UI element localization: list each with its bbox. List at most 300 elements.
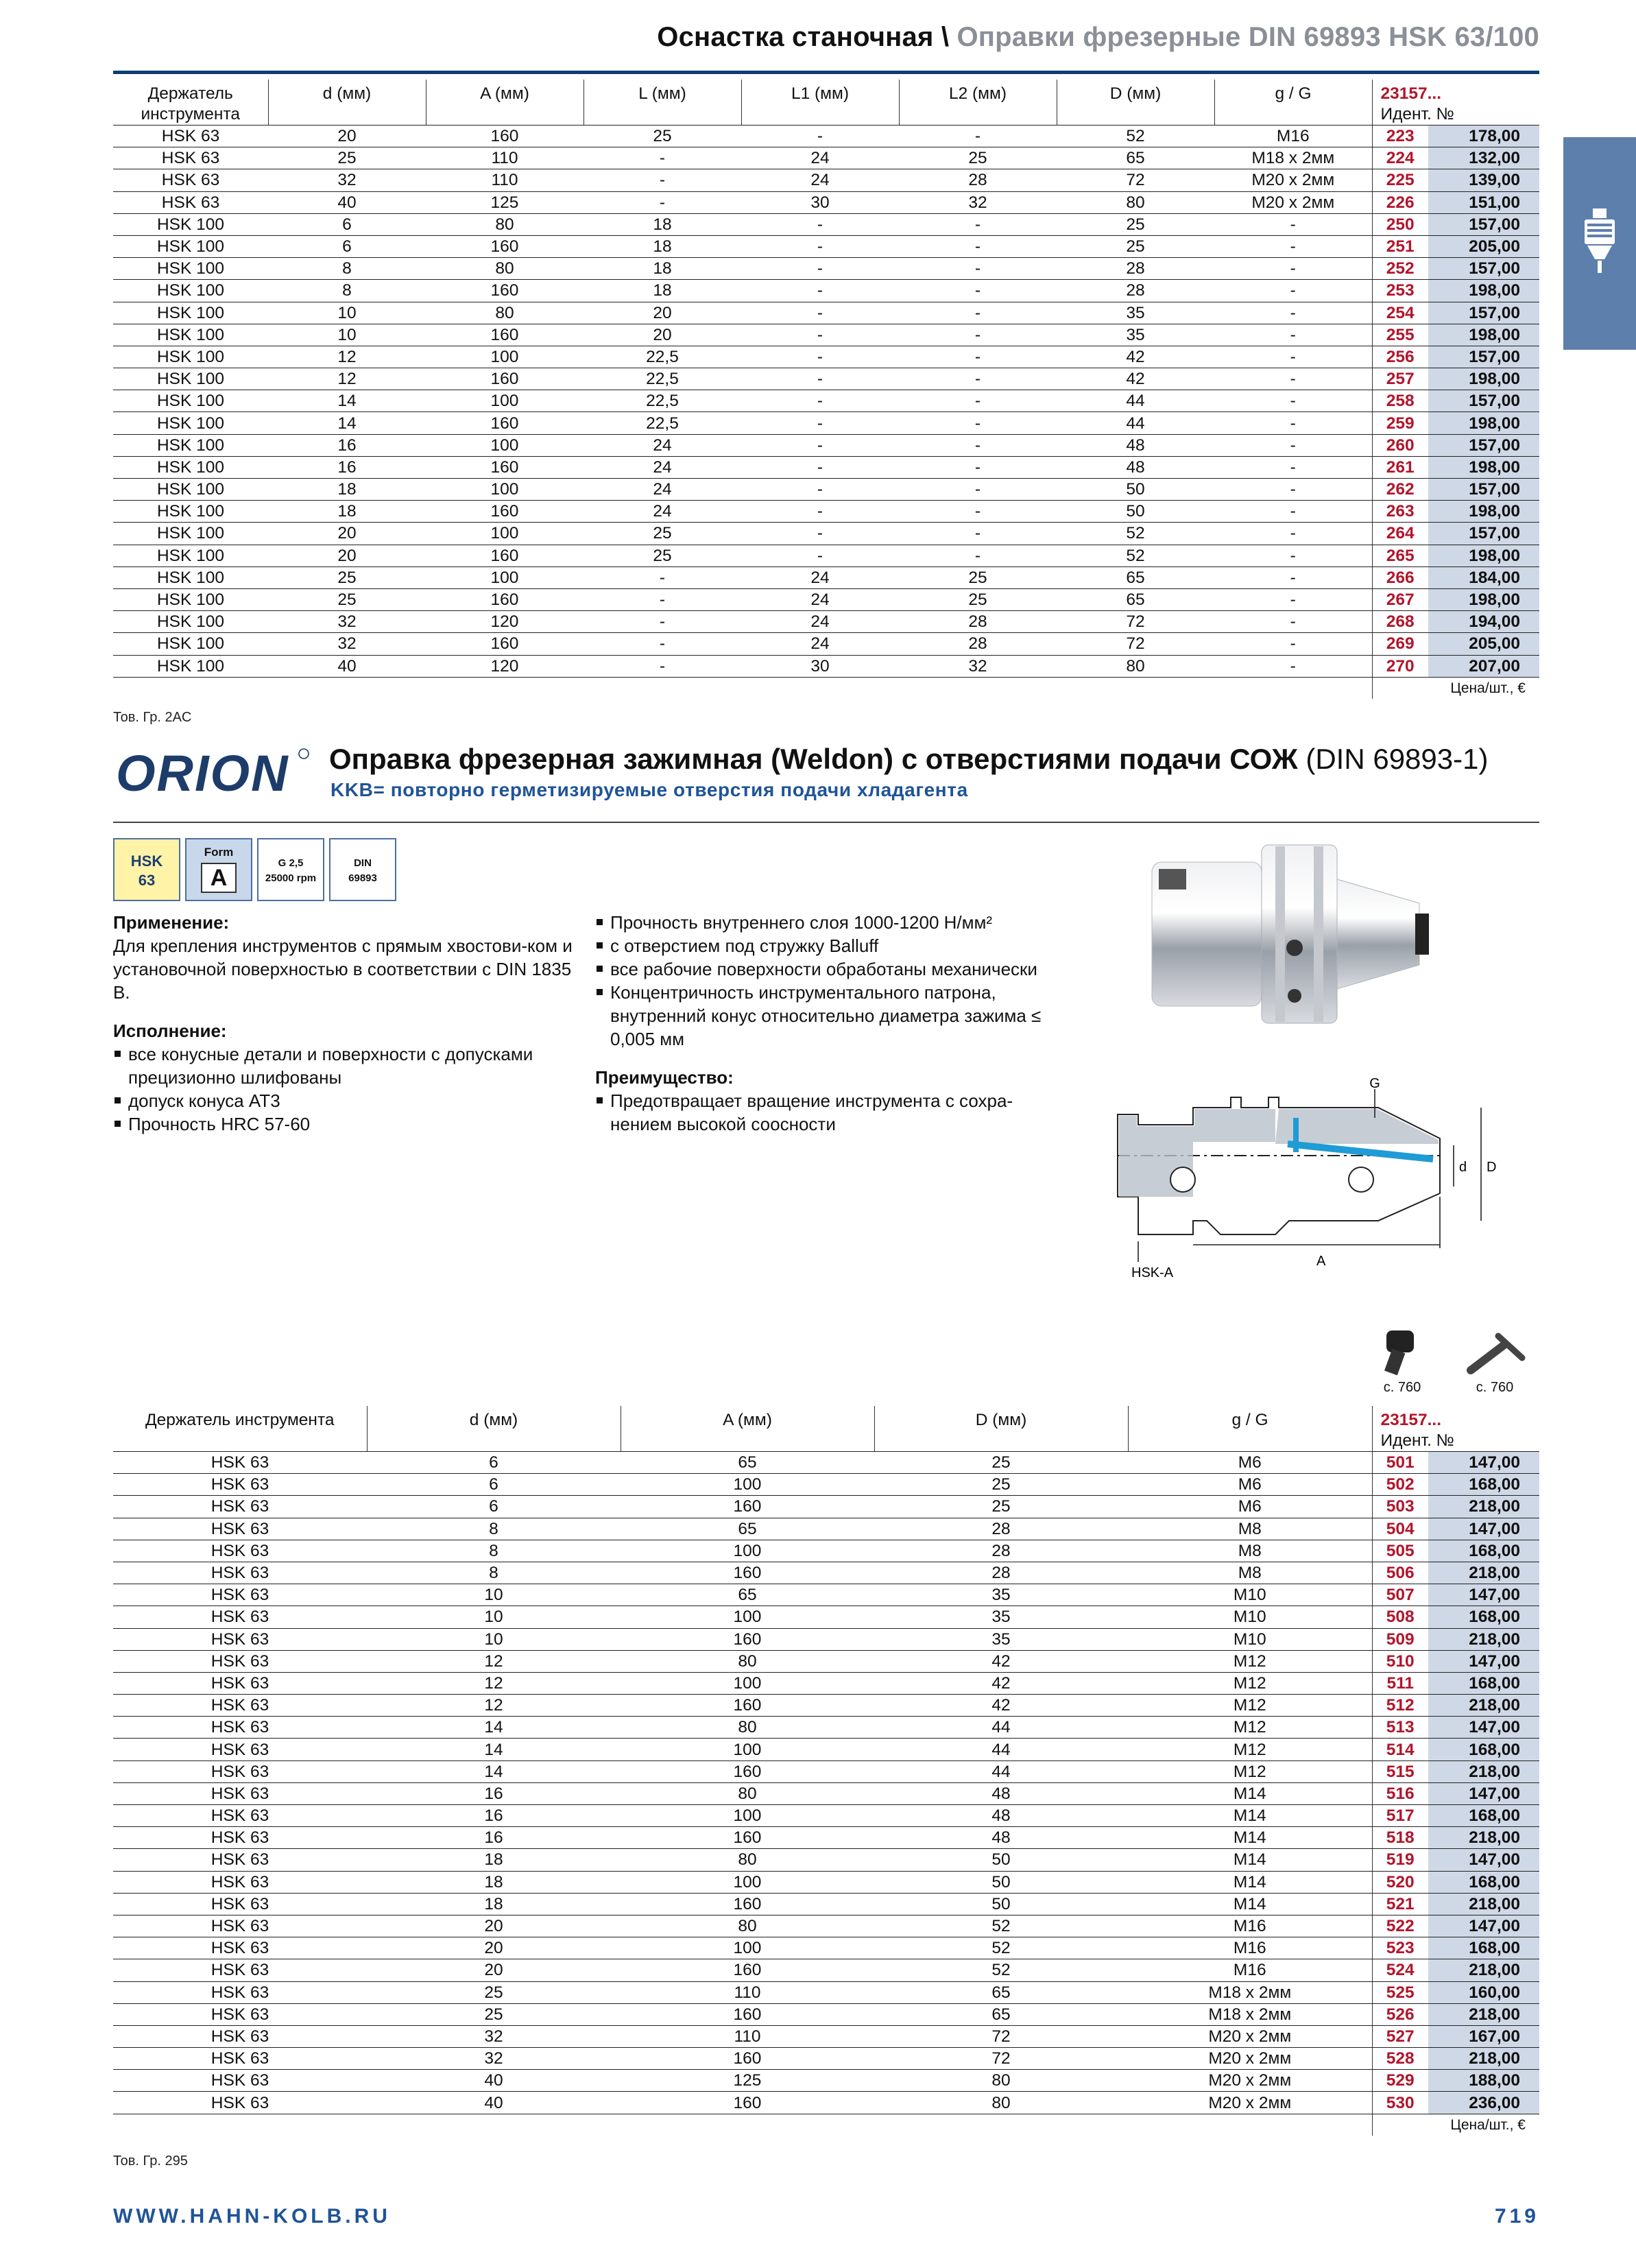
ident-number: 501: [1372, 1452, 1428, 1474]
table-cell: 48: [874, 1827, 1128, 1849]
advantage-list: [595, 1089, 1048, 1136]
table-cell: HSK 63: [113, 1981, 367, 2003]
table-cell: 25: [1057, 235, 1214, 257]
table-cell: M18 x 2мм: [1128, 2003, 1372, 2025]
ident-number: 520: [1372, 1871, 1428, 1893]
table-cell: -: [1214, 324, 1372, 346]
price-cell: 157,00: [1428, 479, 1539, 501]
ident-number: 262: [1372, 479, 1428, 501]
table-cell: 25: [899, 147, 1057, 169]
table-row: [113, 479, 1539, 501]
price-cell: 167,00: [1428, 2025, 1539, 2047]
table-row: [113, 1628, 1539, 1650]
table-cell: 80: [426, 213, 584, 235]
table-cell: 80: [621, 1915, 874, 1937]
table-cell: HSK 100: [113, 280, 268, 302]
table-cell: 25: [268, 566, 426, 588]
table-cell: 35: [874, 1606, 1128, 1628]
col2-header-a: A (мм): [621, 1406, 874, 1452]
table-cell: 48: [1057, 434, 1214, 456]
price-cell: 168,00: [1428, 1871, 1539, 1893]
table-cell: 120: [426, 611, 584, 633]
table-cell: -: [1214, 523, 1372, 545]
table-cell: 160: [621, 1628, 874, 1650]
table-row: [113, 1827, 1539, 1849]
product-title-text: Оправка фрезерная зажимная (Weldon) с отверстиями подачи СОЖ: [329, 743, 1298, 775]
ident-number: 252: [1372, 258, 1428, 280]
table-cell: M20 x 2мм: [1128, 2092, 1372, 2114]
price-cell: 151,00: [1428, 191, 1539, 213]
ident-number: 515: [1372, 1760, 1428, 1782]
table-cell: 28: [1057, 280, 1214, 302]
table-cell: 65: [874, 2003, 1128, 2025]
col-header-l2: L2 (мм): [899, 80, 1057, 126]
table-cell: 80: [874, 2092, 1128, 2114]
table-cell: 18: [584, 258, 741, 280]
table-cell: 35: [1057, 302, 1214, 324]
table-cell: HSK 100: [113, 479, 268, 501]
table-row: [113, 2003, 1539, 2025]
table-cell: -: [1214, 633, 1372, 655]
table-row: [113, 1959, 1539, 1981]
table-cell: 100: [621, 1672, 874, 1694]
table-cell: 14: [367, 1739, 621, 1760]
table-cell: M10: [1128, 1628, 1372, 1650]
table-cell: 10: [367, 1606, 621, 1628]
table-cell: -: [584, 147, 741, 169]
table-cell: 48: [874, 1805, 1128, 1827]
price-cell: 147,00: [1428, 1452, 1539, 1474]
table-row: [113, 2025, 1539, 2047]
table-cell: -: [1214, 258, 1372, 280]
table-cell: 25: [367, 2003, 621, 2025]
header-separator: \: [941, 22, 950, 52]
table-cell: -: [899, 479, 1057, 501]
table-cell: 14: [367, 1717, 621, 1739]
price-cell: 218,00: [1428, 1695, 1539, 1717]
col2-header-d: d (мм): [367, 1406, 621, 1452]
table-cell: 50: [874, 1893, 1128, 1915]
table-cell: 22,5: [584, 412, 741, 434]
screw-icon[interactable]: [1371, 1324, 1433, 1378]
table-cell: 110: [621, 1981, 874, 2003]
ident-number: 513: [1372, 1717, 1428, 1739]
ident-number: 255: [1372, 324, 1428, 346]
table-cell: 12: [268, 346, 426, 368]
table-cell: 25: [268, 147, 426, 169]
price-cell: 205,00: [1428, 633, 1539, 655]
table-cell: -: [1214, 611, 1372, 633]
table-cell: 24: [741, 633, 899, 655]
list-item: Прочность внутреннего слоя 1000-1200 Н/мм²: [595, 911, 1048, 934]
table-cell: 10: [268, 302, 426, 324]
table-cell: -: [1214, 456, 1372, 478]
table-cell: 25: [584, 523, 741, 545]
table-cell: 25: [874, 1496, 1128, 1518]
table-cell: 40: [367, 2070, 621, 2092]
price-cell: 147,00: [1428, 1915, 1539, 1937]
badge-balance-grade: G 2,5: [278, 857, 304, 869]
table-cell: HSK 100: [113, 566, 268, 588]
table-cell: 25: [268, 588, 426, 610]
table-cell: HSK 63: [113, 1871, 367, 1893]
table-cell: HSK 100: [113, 258, 268, 280]
price2-footer: Цена/шт., €: [1372, 2114, 1539, 2136]
ident-number: 510: [1372, 1650, 1428, 1672]
ident-number: 526: [1372, 2003, 1428, 2025]
ident-number: 503: [1372, 1496, 1428, 1518]
table-cell: -: [899, 368, 1057, 390]
table-row: [113, 1871, 1539, 1893]
table-cell: HSK 100: [113, 456, 268, 478]
table-cell: 80: [874, 2070, 1128, 2092]
table-cell: -: [741, 258, 899, 280]
table-cell: 24: [584, 456, 741, 478]
table-cell: -: [1214, 545, 1372, 566]
col2-header-thread: g / G: [1128, 1406, 1372, 1452]
table-cell: M16: [1128, 1959, 1372, 1981]
price-cell: 198,00: [1428, 324, 1539, 346]
id2-prefix: 23157...: [1380, 1411, 1442, 1429]
table-cell: 25: [584, 545, 741, 566]
table-cell: 30: [741, 655, 899, 677]
list-item: Предотвращает вращение инструмента с сохра-нением высокой соосности: [595, 1089, 1048, 1136]
advantage-heading: Преимущество:: [595, 1067, 734, 1088]
table-cell: -: [741, 545, 899, 566]
table-cell: HSK 63: [113, 1606, 367, 1628]
table-cell: 80: [1057, 191, 1214, 213]
table-cell: 65: [1057, 147, 1214, 169]
table-cell: HSK 100: [113, 324, 268, 346]
table-cell: HSK 63: [113, 1672, 367, 1694]
table-cell: 24: [741, 566, 899, 588]
table-cell: 72: [874, 2048, 1128, 2070]
table-cell: 35: [1057, 324, 1214, 346]
ident-number: 224: [1372, 147, 1428, 169]
table-cell: 48: [1057, 456, 1214, 478]
ident-number: 512: [1372, 1695, 1428, 1717]
price-cell: 147,00: [1428, 1849, 1539, 1871]
table-cell: M18 x 2мм: [1214, 147, 1372, 169]
price-cell: 236,00: [1428, 2092, 1539, 2114]
table-cell: 25: [584, 126, 741, 147]
table-cell: 125: [426, 191, 584, 213]
table-cell: 52: [1057, 126, 1214, 147]
table-cell: HSK 63: [113, 1650, 367, 1672]
product-standard: (DIN 69893-1): [1306, 743, 1489, 775]
table-cell: -: [1214, 280, 1372, 302]
table-cell: M12: [1128, 1717, 1372, 1739]
table-row: [113, 1937, 1539, 1959]
price-cell: 218,00: [1428, 1628, 1539, 1650]
price-cell: 218,00: [1428, 1827, 1539, 1849]
table-cell: 160: [621, 1496, 874, 1518]
ident-number: 529: [1372, 2070, 1428, 2092]
table-cell: HSK 63: [113, 1562, 367, 1584]
ident-number: 519: [1372, 1849, 1428, 1871]
badge-hsk: [113, 838, 180, 901]
table-cell: -: [899, 126, 1057, 147]
table-cell: 28: [899, 611, 1057, 633]
table-row: [113, 1650, 1539, 1672]
table-cell: M14: [1128, 1871, 1372, 1893]
table-cell: 80: [621, 1650, 874, 1672]
table-cell: M16: [1128, 1937, 1372, 1959]
table-cell: 22,5: [584, 368, 741, 390]
header-subtitle: Оправки фрезерные DIN 69893 HSK 63/100: [957, 22, 1539, 52]
ident-number: 508: [1372, 1606, 1428, 1628]
table-row: [113, 566, 1539, 588]
ident-number: 502: [1372, 1474, 1428, 1496]
table-cell: 14: [367, 1760, 621, 1782]
table-cell: M14: [1128, 1782, 1372, 1804]
table-cell: 40: [268, 655, 426, 677]
ident-number: 261: [1372, 456, 1428, 478]
price-cell: 218,00: [1428, 2048, 1539, 2070]
table-cell: HSK 63: [113, 2048, 367, 2070]
table-cell: M20 x 2мм: [1128, 2048, 1372, 2070]
table-row: [113, 1474, 1539, 1496]
ident-number: 514: [1372, 1739, 1428, 1760]
table-row: [113, 302, 1539, 324]
badge-form-letter: A: [201, 863, 237, 893]
ident-number: 251: [1372, 235, 1428, 257]
table-cell: 22,5: [584, 390, 741, 412]
table-cell: 44: [874, 1760, 1128, 1782]
table-cell: 6: [367, 1496, 621, 1518]
table-cell: M8: [1128, 1518, 1372, 1540]
ident-number: 226: [1372, 191, 1428, 213]
feature-list: [595, 911, 1048, 1051]
col2-header-holder: Держатель инструмента: [113, 1406, 367, 1452]
table-cell: 52: [874, 1915, 1128, 1937]
table-cell: 50: [874, 1849, 1128, 1871]
table-cell: M14: [1128, 1893, 1372, 1915]
table-cell: 28: [899, 169, 1057, 191]
table-cell: HSK 100: [113, 523, 268, 545]
price-cell: 147,00: [1428, 1782, 1539, 1804]
table-cell: 24: [584, 501, 741, 523]
table-cell: -: [899, 434, 1057, 456]
ident-number: 264: [1372, 523, 1428, 545]
ident-number: 511: [1372, 1672, 1428, 1694]
table-cell: -: [741, 501, 899, 523]
list-item: Прочность HRC 57-60: [113, 1112, 579, 1136]
table-cell: 100: [621, 1937, 874, 1959]
ident-number: 257: [1372, 368, 1428, 390]
table-cell: 48: [874, 1782, 1128, 1804]
table-cell: 24: [741, 147, 899, 169]
table-cell: HSK 63: [113, 1893, 367, 1915]
accessory-ref-screw[interactable]: с. 760: [1383, 1380, 1421, 1395]
table-row: [113, 1695, 1539, 1717]
table-cell: -: [741, 390, 899, 412]
table-cell: 160: [426, 235, 584, 257]
table-row: [113, 1739, 1539, 1760]
table-cell: -: [899, 390, 1057, 412]
table-cell: -: [899, 346, 1057, 368]
table-cell: 18: [268, 479, 426, 501]
table-row: [113, 2048, 1539, 2070]
ident-number: 268: [1372, 611, 1428, 633]
table-cell: 160: [621, 1827, 874, 1849]
page-header: [113, 15, 1539, 74]
table-cell: -: [741, 126, 899, 147]
table-cell: 160: [426, 126, 584, 147]
table-cell: M20 x 2мм: [1214, 191, 1372, 213]
application-text: Для крепления инструментов с прямым хвостови-ком и установочной поверхностью в соответствии с DIN 1835 B.: [113, 935, 573, 1003]
table-row: [113, 191, 1539, 213]
price-cell: 198,00: [1428, 545, 1539, 566]
table-cell: HSK 100: [113, 655, 268, 677]
table-cell: 20: [367, 1915, 621, 1937]
table-row: [113, 368, 1539, 390]
table-cell: -: [584, 588, 741, 610]
table-cell: 42: [874, 1650, 1128, 1672]
wrench-icon[interactable]: [1457, 1324, 1532, 1378]
table-cell: HSK 100: [113, 302, 268, 324]
table-row: [113, 1672, 1539, 1694]
table-cell: 120: [426, 655, 584, 677]
badge-din-label: DIN: [354, 857, 372, 869]
table-row: [113, 545, 1539, 566]
ident-number: 258: [1372, 390, 1428, 412]
price-cell: 168,00: [1428, 1606, 1539, 1628]
table-cell: M10: [1128, 1606, 1372, 1628]
drawing-label-dd: D: [1487, 1160, 1497, 1175]
table-cell: 160: [426, 633, 584, 655]
ident-number: 509: [1372, 1628, 1428, 1650]
table-cell: 100: [621, 1805, 874, 1827]
table-cell: 160: [426, 280, 584, 302]
table-cell: 32: [899, 655, 1057, 677]
table-cell: 16: [268, 456, 426, 478]
table-cell: -: [899, 456, 1057, 478]
table-row: [113, 1606, 1539, 1628]
table-cell: 110: [621, 2025, 874, 2047]
table-cell: 65: [621, 1452, 874, 1474]
table-cell: 160: [426, 588, 584, 610]
table-row: [113, 1540, 1539, 1562]
ident-number: 263: [1372, 501, 1428, 523]
table-cell: 125: [621, 2070, 874, 2092]
product-group-note: Тов. Гр. 2AC: [113, 710, 192, 725]
table-cell: 100: [621, 1474, 874, 1496]
table-cell: -: [741, 479, 899, 501]
accessory-ref-wrench[interactable]: с. 760: [1476, 1380, 1514, 1395]
table-cell: M20 x 2мм: [1128, 2025, 1372, 2047]
table-cell: 160: [426, 368, 584, 390]
ident-number: 265: [1372, 545, 1428, 566]
table-cell: -: [741, 346, 899, 368]
table-cell: HSK 63: [113, 147, 268, 169]
table-cell: 18: [367, 1849, 621, 1871]
price-cell: 218,00: [1428, 2003, 1539, 2025]
price-cell: 160,00: [1428, 1981, 1539, 2003]
table-cell: -: [1214, 368, 1372, 390]
table-cell: 80: [621, 1849, 874, 1871]
table-cell: -: [1214, 655, 1372, 677]
ident-number: 505: [1372, 1540, 1428, 1562]
table-cell: 160: [426, 456, 584, 478]
price-cell: 147,00: [1428, 1518, 1539, 1540]
col-header-d: d (мм): [268, 80, 426, 126]
ident-number: 223: [1372, 126, 1428, 147]
table-cell: 18: [268, 501, 426, 523]
price-cell: 205,00: [1428, 235, 1539, 257]
table-row: [113, 1496, 1539, 1518]
table-cell: 160: [426, 501, 584, 523]
table-cell: -: [899, 280, 1057, 302]
price-cell: 157,00: [1428, 434, 1539, 456]
table-cell: HSK 63: [113, 191, 268, 213]
section-tab[interactable]: [1563, 137, 1636, 350]
table-row: [113, 633, 1539, 655]
table-row: [113, 1584, 1539, 1606]
orion-logo: [113, 744, 312, 800]
table-cell: HSK 63: [113, 2025, 367, 2047]
table-cell: 32: [367, 2025, 621, 2047]
table-cell: 32: [268, 169, 426, 191]
table-cell: HSK 63: [113, 126, 268, 147]
table-cell: HSK 100: [113, 434, 268, 456]
col-header-l1: L1 (мм): [741, 80, 899, 126]
ident-number: 506: [1372, 1562, 1428, 1584]
table-cell: 110: [426, 169, 584, 191]
list-item: с отверстием под стружку Balluff: [595, 934, 1048, 957]
website-url[interactable]: WWW.HAHN-KOLB.RU: [113, 2205, 391, 2228]
table-cell: 24: [584, 434, 741, 456]
table-cell: M18 x 2мм: [1128, 1981, 1372, 2003]
table-row: [113, 412, 1539, 434]
table-cell: -: [1214, 390, 1372, 412]
table-cell: 100: [426, 434, 584, 456]
table-cell: -: [584, 566, 741, 588]
table-cell: HSK 63: [113, 1695, 367, 1717]
ident-number: 504: [1372, 1518, 1428, 1540]
table-cell: -: [1214, 346, 1372, 368]
table-cell: -: [741, 302, 899, 324]
price-cell: 157,00: [1428, 213, 1539, 235]
table-cell: 65: [874, 1981, 1128, 2003]
table-cell: 100: [621, 1871, 874, 1893]
table-cell: 44: [1057, 412, 1214, 434]
table-cell: HSK 63: [113, 1760, 367, 1782]
price-cell: 198,00: [1428, 501, 1539, 523]
table-cell: M12: [1128, 1760, 1372, 1782]
drawing-label-hsk: HSK-A: [1131, 1265, 1174, 1280]
table-row: [113, 1562, 1539, 1584]
table-cell: 160: [621, 2048, 874, 2070]
table-cell: 18: [584, 235, 741, 257]
table-cell: HSK 63: [113, 1496, 367, 1518]
price-cell: 188,00: [1428, 2070, 1539, 2092]
table-cell: 32: [268, 611, 426, 633]
table-row: [113, 1518, 1539, 1540]
table-cell: -: [899, 324, 1057, 346]
table-cell: 24: [741, 588, 899, 610]
table-cell: HSK 63: [113, 1805, 367, 1827]
price-cell: 218,00: [1428, 1562, 1539, 1584]
table-cell: -: [1214, 412, 1372, 434]
badge-hsk-label: HSK: [130, 852, 163, 870]
table-cell: HSK 63: [113, 2003, 367, 2025]
price-cell: 198,00: [1428, 280, 1539, 302]
ident-number: 256: [1372, 346, 1428, 368]
col-header-thread: g / G: [1214, 80, 1372, 126]
table-cell: -: [1214, 588, 1372, 610]
table-cell: 8: [367, 1540, 621, 1562]
